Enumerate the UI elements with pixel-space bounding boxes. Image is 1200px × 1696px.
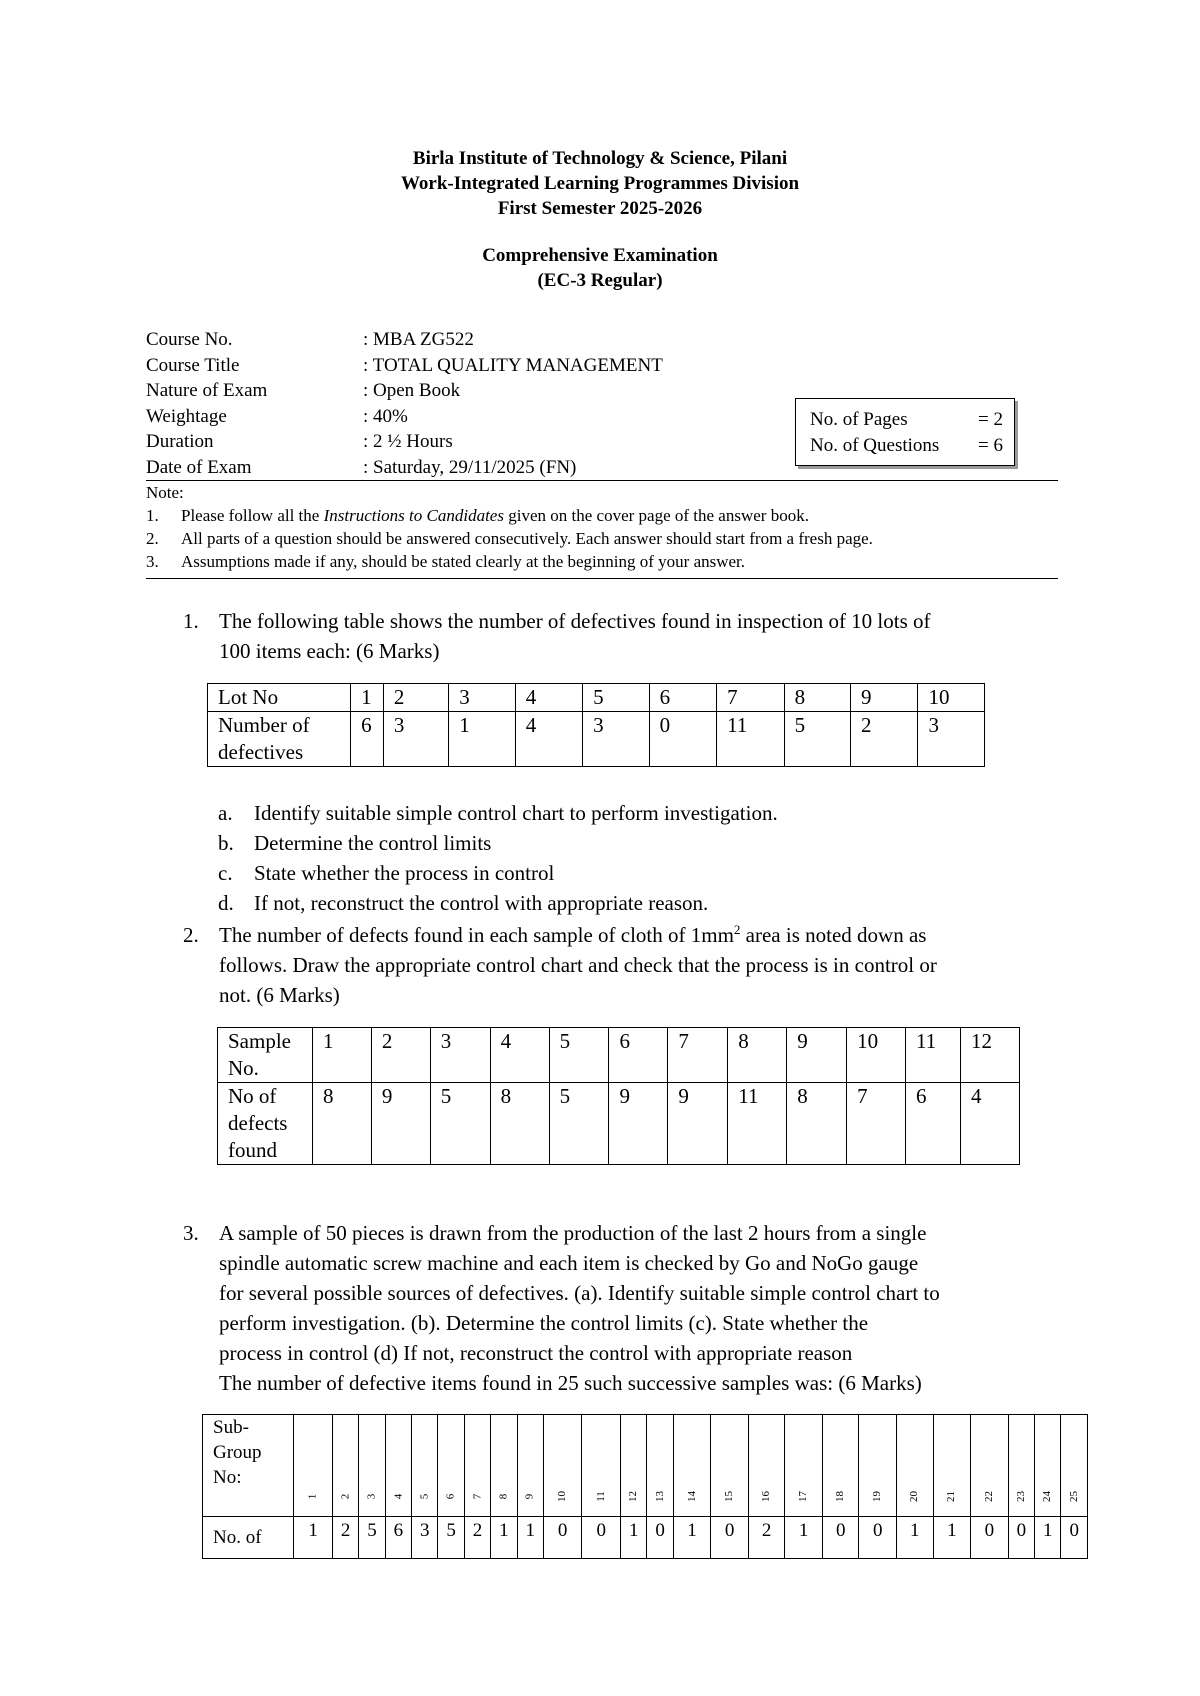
table-cell: 6: [438, 1415, 464, 1517]
table-cell: 15: [711, 1415, 749, 1517]
table-cell: 7: [717, 684, 784, 712]
table-row: [218, 1083, 1020, 1165]
table-cell: 5: [784, 712, 850, 767]
note-item: 2. All parts of a question should be answered consecutively. Each answer should start from a fresh page.: [146, 529, 873, 548]
table-cell: 8: [490, 1083, 549, 1165]
table-cell: 6: [351, 712, 384, 767]
semester: First Semester 2025-2026: [497, 198, 703, 219]
table-cell: 3: [359, 1415, 385, 1517]
division-name: Work-Integrated Learning Programmes Division: [400, 173, 800, 194]
pages-value: = 2: [978, 409, 1003, 430]
table-cell: 20: [897, 1415, 934, 1517]
table-cell: 1: [621, 1517, 647, 1559]
table-cell: 5: [438, 1517, 464, 1559]
table-cell: 9: [787, 1028, 847, 1083]
table-cell: 1: [294, 1415, 333, 1517]
question-number: 1.: [183, 609, 199, 633]
table-cell: 17: [785, 1415, 823, 1517]
table-cell: 8: [491, 1415, 517, 1517]
table-cell: 2: [851, 712, 918, 767]
q1-parts: [218, 798, 778, 918]
table-cell: 0: [971, 1517, 1009, 1559]
table-header: Number of defectives: [208, 712, 351, 767]
table-cell: 2: [464, 1517, 490, 1559]
exam-page: Birla Institute of Technology & Science, Pilani Work-Integrated Learning Programmes Division First Semester 2025-2026 Comprehensive Examination (EC-3 Regular) Course No. : MBA ZG522 Course Title : TOTAL QUALITY MANAGEMENT Nature of Exam : Open Book Weightage : 40% Duration : 2 ½ Hours Date of Exam : Saturday, 29/11/2025 (FN) No. of Pages = 2 No. of Questions = 6 Note: 1. Please follow all the Instructions to Candidates given on the cover page of the answer book. 2. All parts of a question should be answered consecutively. Each answer should start from a fresh page. 3. Assumptions made if any, should be stated clearly at the beginning of your answer. 1. The following table shows the number of defectives found in inspection of 10 lots of 100 items each: (6 Marks) Lot No 1 2 3 4 5 6 7 8 9 10 Number of defectives 6 3 1 4 3 0 11 5 2 3 a. Identify suitable simple control chart to perform investigation. b. Determine the control limits c. State whether the process in control d. If not, reconstruct the control with appropriate reason. 2. The number of defects found in each sample of cloth of $1mm^2$ area is noted down as follows. Draw the appropriate control chart and check that the process is in control or not. (6 Marks) Sample No. 1 2 3 4 5 6 7 8 9 10 11 12 No of defects found 8 9 5 8 5 9 9 11 8 7 6 4 3. A sample of 50 pieces is drawn from the production of the last 2 hours from a single spindle automatic screw machine and each item is checked by Go and NoGo gauge for several possible sources of defectives. (a). Identify suitable simple control chart to perform investigation. (b). Determine the control limits (c). State whether the process in control (d) If not, reconstruct the control with appropriate reason The number of defective items found in 25 such successive samples was: (6 Marks) Sub- Group No: 1 2 3 4 5 6 7 8 9 10 11 12 13 14 15 16 17 18 19 20 21 22 23 24 25 No. of 1 2 5 6 3 5 2 1 1 0 0 1 0 1 0 2 1 0 0 1 1 0 0 1 0: [0, 0, 1200, 1696]
table-cell: 6: [385, 1517, 411, 1559]
table-cell: 5: [430, 1083, 490, 1165]
instructions-ref: Instructions to Candidates: [323, 506, 504, 525]
table-cell: 8: [787, 1083, 847, 1165]
note-item: 1. Please follow all the Instructions to Candidates given on the cover page of the answer book.: [146, 506, 809, 525]
table-cell: 11: [717, 712, 784, 767]
table-cell: 4: [490, 1028, 549, 1083]
pages-label: No. of Pages: [810, 409, 908, 430]
table-row: [203, 1517, 1088, 1559]
info-label: Date of Exam: [146, 456, 252, 478]
questions-value: = 6: [978, 434, 1003, 456]
table-cell: 11: [582, 1415, 621, 1517]
table-cell: 0: [647, 1517, 673, 1559]
table-cell: 3: [449, 684, 515, 712]
table-cell: 1: [897, 1517, 934, 1559]
table-cell: 1: [673, 1517, 711, 1559]
list-item: a. Identify suitable simple control chart to perform investigation.: [218, 801, 778, 825]
table-cell: 1: [517, 1517, 543, 1559]
institute-name: Birla Institute of Technology & Science, Pilani: [412, 148, 788, 169]
table-cell: 7: [668, 1028, 728, 1083]
table-cell: 0: [649, 712, 716, 767]
table-cell: 22: [971, 1415, 1009, 1517]
table-cell: 11: [728, 1083, 787, 1165]
table-cell: 10: [918, 684, 985, 712]
info-label: Course Title: [146, 354, 240, 376]
table-cell: 4: [515, 712, 582, 767]
table-cell: 2: [332, 1415, 358, 1517]
table-cell: 3: [383, 712, 448, 767]
table-cell: 7: [847, 1083, 906, 1165]
table-cell: 8: [784, 684, 850, 712]
table-cell: 9: [609, 1083, 668, 1165]
table-cell: 18: [822, 1415, 859, 1517]
table-cell: 1: [351, 684, 384, 712]
q1-table: [207, 683, 985, 767]
table-cell: 1: [933, 1517, 971, 1559]
table-cell: 5: [549, 1083, 609, 1165]
table-cell: 11: [906, 1028, 961, 1083]
table-cell: 10: [543, 1415, 582, 1517]
table-cell: 2: [332, 1517, 358, 1559]
table-cell: 24: [1035, 1415, 1061, 1517]
table-cell: 0: [859, 1517, 897, 1559]
exam-header: [0, 146, 1200, 293]
table-cell: 5: [412, 1415, 438, 1517]
table-cell: 7: [464, 1415, 490, 1517]
table-cell: 3: [583, 712, 649, 767]
table-cell: 9: [517, 1415, 543, 1517]
table-cell: 1: [449, 712, 515, 767]
table-cell: 9: [851, 684, 918, 712]
exam-type: (EC-3 Regular): [537, 270, 663, 291]
table-header: No. of: [203, 1517, 294, 1559]
table-cell: 10: [847, 1028, 906, 1083]
info-value: : 40%: [363, 405, 408, 427]
q3-table: [202, 1414, 1088, 1559]
table-row: [203, 1415, 1088, 1517]
info-value: : 2 ½ Hours: [363, 431, 453, 452]
table-cell: 25: [1061, 1415, 1088, 1517]
table-cell: 3: [430, 1028, 490, 1083]
table-cell: 8: [728, 1028, 787, 1083]
info-value: : MBA ZG522: [363, 329, 474, 350]
info-label: Course No.: [146, 329, 233, 350]
table-cell: 4: [385, 1415, 411, 1517]
table-row: [208, 712, 985, 767]
table-cell: 8: [312, 1083, 371, 1165]
table-cell: 16: [748, 1415, 785, 1517]
table-cell: 0: [543, 1517, 582, 1559]
table-header: Lot No: [208, 684, 351, 712]
questions-label: No. of Questions: [810, 434, 940, 456]
info-label: Duration: [146, 431, 214, 452]
table-cell: 1: [491, 1517, 517, 1559]
list-item: b. Determine the control limits: [218, 831, 492, 855]
table-header: Sample No.: [218, 1028, 313, 1083]
table-cell: 5: [583, 684, 649, 712]
q2-table: [217, 1027, 1020, 1165]
list-item: d. If not, reconstruct the control with appropriate reason.: [218, 891, 709, 915]
pages-questions-box: [795, 398, 1015, 466]
info-value: : TOTAL QUALITY MANAGEMENT: [363, 354, 663, 376]
table-cell: 2: [383, 684, 448, 712]
table-row: [218, 1028, 1020, 1083]
table-cell: 12: [960, 1028, 1019, 1083]
table-cell: 0: [1061, 1517, 1088, 1559]
question-number: 3.: [183, 1221, 199, 1245]
table-cell: 1: [294, 1517, 333, 1559]
table-cell: 21: [933, 1415, 971, 1517]
table-cell: 3: [918, 712, 985, 767]
table-cell: 1: [1035, 1517, 1061, 1559]
divider-bottom: [146, 578, 1058, 579]
table-cell: 23: [1008, 1415, 1034, 1517]
notes-title: Note:: [146, 483, 184, 502]
exam-title: Comprehensive Examination: [482, 245, 718, 266]
table-cell: 2: [371, 1028, 430, 1083]
table-cell: 0: [711, 1517, 749, 1559]
table-cell: 4: [515, 684, 582, 712]
table-cell: 6: [649, 684, 716, 712]
table-cell: 0: [1008, 1517, 1034, 1559]
table-cell: 2: [748, 1517, 785, 1559]
table-header: Sub- Group No:: [203, 1415, 294, 1517]
info-value: : Saturday, 29/11/2025 (FN): [363, 456, 577, 478]
note-item: 3. Assumptions made if any, should be stated clearly at the beginning of your answer.: [146, 552, 746, 571]
table-cell: 3: [412, 1517, 438, 1559]
table-cell: 6: [906, 1083, 961, 1165]
table-cell: 13: [647, 1415, 673, 1517]
question-number: 2.: [183, 923, 199, 947]
info-label: Nature of Exam: [146, 380, 268, 401]
table-cell: 5: [359, 1517, 385, 1559]
list-item: c. State whether the process in control: [218, 861, 555, 885]
table-cell: 6: [609, 1028, 668, 1083]
info-value: : Open Book: [363, 380, 461, 401]
table-cell: 9: [668, 1083, 728, 1165]
table-cell: 14: [673, 1415, 711, 1517]
info-label: Weightage: [146, 405, 227, 427]
table-cell: 0: [822, 1517, 859, 1559]
table-cell: 1: [785, 1517, 823, 1559]
table-cell: 0: [582, 1517, 621, 1559]
notes-section: [146, 481, 1058, 573]
table-cell: 19: [859, 1415, 897, 1517]
table-cell: 5: [549, 1028, 609, 1083]
table-cell: 12: [621, 1415, 647, 1517]
table-cell: 1: [312, 1028, 371, 1083]
table-row: [208, 684, 985, 712]
table-cell: 9: [371, 1083, 430, 1165]
table-cell: 4: [960, 1083, 1019, 1165]
table-header: No of defects found: [218, 1083, 313, 1165]
